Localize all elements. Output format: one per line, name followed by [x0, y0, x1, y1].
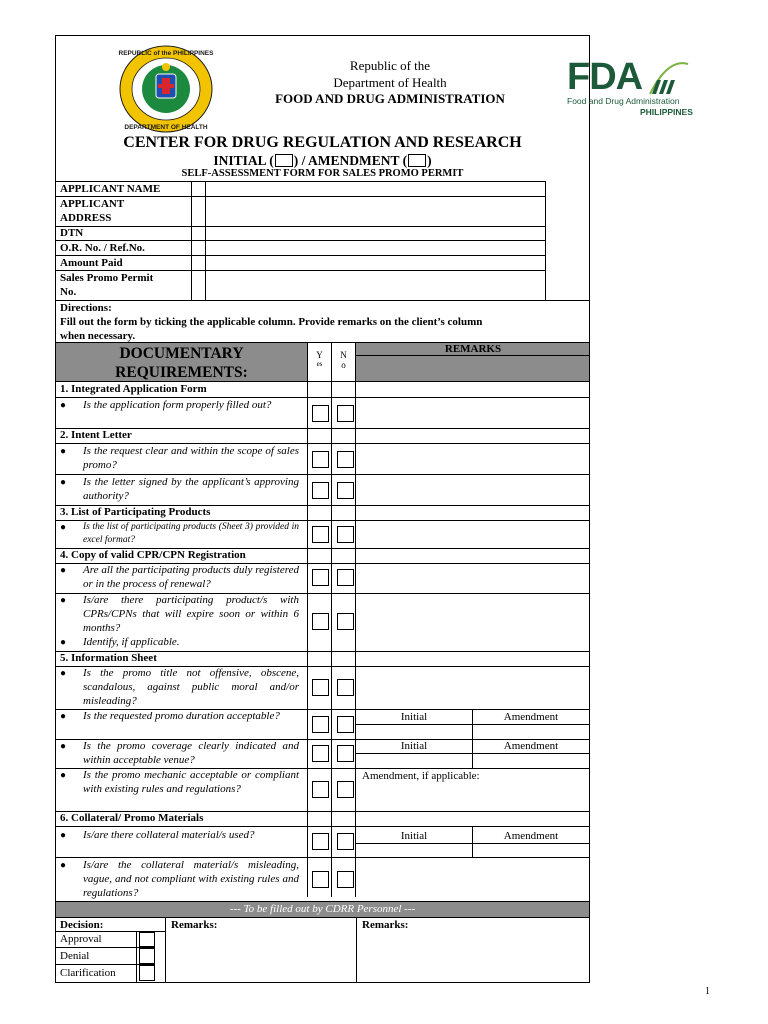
q11-no-checkbox[interactable] — [337, 833, 354, 850]
bullet-icon: ● — [60, 830, 67, 841]
approval-label: Approval — [60, 933, 102, 945]
question-3: Is the letter signed by the applicant’s approving authority? — [83, 476, 299, 502]
section-2-title: 2. Intent Letter — [60, 429, 132, 441]
bullet-icon: ● — [60, 770, 67, 781]
no-header-2: o — [341, 360, 346, 370]
q8-initial-label: Initial — [400, 711, 428, 723]
amendment-label: ) / AMENDMENT ( — [293, 153, 408, 168]
permit-no-label-1: Sales Promo Permit — [60, 272, 154, 284]
cdrr-bar-text: --- To be filled out by CDRR Personnel --- — [229, 903, 416, 915]
question-1: Is the application form properly filled out? — [83, 399, 272, 411]
applicant-name-input[interactable] — [206, 182, 545, 195]
initial-checkbox[interactable] — [275, 154, 293, 167]
q9-no-checkbox[interactable] — [337, 745, 354, 762]
amendment-close: ) — [427, 153, 432, 168]
approval-checkbox[interactable] — [139, 932, 155, 947]
bullet-icon: ● — [60, 637, 67, 648]
section-4-title: 4. Copy of valid CPR/CPN Registration — [60, 549, 246, 561]
denial-checkbox[interactable] — [139, 948, 155, 964]
bullet-icon: ● — [60, 711, 67, 722]
q11-initial-label: Initial — [400, 830, 428, 842]
remarks-left-label: Remarks: — [171, 919, 218, 931]
svg-text:REPUBLIC of the PHILIPPINES: REPUBLIC of the PHILIPPINES — [118, 50, 214, 57]
header-line3: FOOD AND DRUG ADMINISTRATION — [275, 91, 505, 106]
q7-no-checkbox[interactable] — [337, 679, 354, 696]
q10-yes-checkbox[interactable] — [312, 781, 329, 798]
bullet-icon: ● — [60, 668, 67, 679]
q8-amendment-label: Amendment — [503, 711, 559, 723]
q3-yes-checkbox[interactable] — [312, 482, 329, 499]
q6-no-checkbox[interactable] — [337, 613, 354, 630]
question-11: Is/are there collateral material/s used? — [83, 829, 255, 841]
q5-yes-checkbox[interactable] — [312, 569, 329, 586]
applicant-address-label-2: ADDRESS — [60, 212, 112, 224]
bullet-icon: ● — [60, 477, 67, 488]
remarks-left-input[interactable] — [170, 932, 352, 980]
question-4: Is the list of participating products (Sheet 3) provided in excel format? — [83, 522, 299, 545]
dtn-label: DTN — [60, 227, 84, 239]
applicant-address-input[interactable] — [206, 197, 545, 225]
q4-no-checkbox[interactable] — [337, 526, 354, 543]
q11-yes-checkbox[interactable] — [312, 833, 329, 850]
fda-logo-swoosh-icon — [648, 56, 690, 96]
question-2: Is the request clear and within the scope of sales promo? — [83, 445, 299, 471]
q6-yes-checkbox[interactable] — [312, 613, 329, 630]
q9-initial-label: Initial — [400, 740, 428, 752]
question-6b: Identify, if applicable. — [83, 636, 180, 648]
q4-yes-checkbox[interactable] — [312, 526, 329, 543]
clarification-label: Clarification — [60, 967, 116, 979]
permit-no-input[interactable] — [206, 271, 545, 299]
no-header-1: N — [340, 350, 347, 360]
q2-no-checkbox[interactable] — [337, 451, 354, 468]
center-title: CENTER FOR DRUG REGULATION AND RESEARCH — [123, 134, 522, 151]
remarks-right-label: Remarks: — [362, 919, 409, 931]
directions-title: Directions: — [60, 302, 112, 314]
header-line1: Republic of the — [349, 58, 431, 73]
bullet-icon: ● — [60, 741, 67, 752]
q10-amendment-if-label: Amendment, if applicable: — [362, 770, 480, 782]
denial-label: Denial — [60, 950, 90, 962]
q1-yes-checkbox[interactable] — [312, 405, 329, 422]
yes-header-2: es — [316, 360, 323, 368]
header-line2: Department of Health — [333, 75, 447, 90]
or-no-input[interactable] — [206, 241, 545, 254]
q9-yes-checkbox[interactable] — [312, 745, 329, 762]
q1-no-checkbox[interactable] — [337, 405, 354, 422]
question-10: Is the promo mechanic acceptable or compliant with existing rules and regulations? — [83, 769, 299, 795]
remarks-header: REMARKS — [444, 343, 502, 355]
q2-yes-checkbox[interactable] — [312, 451, 329, 468]
fda-logo-sub2: PHILIPPINES — [640, 107, 693, 117]
section-1-title: 1. Integrated Application Form — [60, 383, 207, 395]
doc-req-title-1: DOCUMENTARY — [119, 345, 244, 362]
permit-no-label-2: No. — [60, 286, 77, 298]
yes-header-1: Y — [316, 350, 323, 360]
q8-yes-checkbox[interactable] — [312, 716, 329, 733]
q3-no-checkbox[interactable] — [337, 482, 354, 499]
applicant-name-label: APPLICANT NAME — [60, 183, 161, 195]
fda-logo-letters: FDA — [567, 56, 643, 98]
q9-amendment-label: Amendment — [503, 740, 559, 752]
page-number: 1 — [705, 986, 710, 997]
dtn-input[interactable] — [206, 227, 545, 239]
question-5: Are all the participating products duly registered or in the process of renewal? — [83, 564, 299, 590]
svg-text:DEPARTMENT OF HEALTH: DEPARTMENT OF HEALTH — [124, 124, 208, 131]
question-7: Is the promo title not offensive, obscene, scandalous, against public moral and/or misleading? — [83, 667, 299, 707]
question-12: Is/are the collateral material/s misleading, vague, and not compliant with existing rules and regulations? — [83, 859, 299, 899]
fda-logo-sub1: Food and Drug Administration — [567, 96, 680, 106]
initial-label: INITIAL ( — [213, 153, 274, 168]
q5-no-checkbox[interactable] — [337, 569, 354, 586]
section-5-title: 5. Information Sheet — [60, 652, 157, 664]
or-no-label: O.R. No. / Ref.No. — [60, 242, 145, 254]
doh-seal-logo — [118, 44, 214, 134]
question-6: Is/are there participating product/s with CPRs/CPNs that will expire soon or within 6 months? — [83, 594, 299, 634]
bullet-icon: ● — [60, 446, 67, 457]
doc-req-title-2: REQUIREMENTS: — [115, 364, 248, 381]
q12-yes-checkbox[interactable] — [312, 871, 329, 888]
q10-no-checkbox[interactable] — [337, 781, 354, 798]
bullet-icon: ● — [60, 400, 67, 411]
q7-yes-checkbox[interactable] — [312, 679, 329, 696]
decision-label: Decision: — [60, 919, 104, 931]
amount-paid-input[interactable] — [206, 256, 545, 269]
question-9: Is the promo coverage clearly indicated and within acceptable venue? — [83, 740, 299, 766]
q8-no-checkbox[interactable] — [337, 716, 354, 733]
directions-line1: Fill out the form by ticking the applicable column. Provide remarks on the client’s column — [60, 316, 483, 328]
directions-line2: when necessary. — [60, 330, 136, 342]
q11-amendment-label: Amendment — [503, 830, 559, 842]
section-6-title: 6. Collateral/ Promo Materials — [60, 812, 204, 824]
section-3-title: 3. List of Participating Products — [60, 506, 211, 518]
amendment-checkbox[interactable] — [408, 154, 426, 167]
form-title: SELF-ASSESSMENT FORM FOR SALES PROMO PERMIT — [181, 168, 464, 179]
bullet-icon: ● — [60, 522, 67, 533]
amount-paid-label: Amount Paid — [60, 257, 123, 269]
remarks-right-input[interactable] — [361, 932, 586, 980]
applicant-address-label-1: APPLICANT — [60, 198, 125, 210]
q12-no-checkbox[interactable] — [337, 871, 354, 888]
clarification-checkbox[interactable] — [139, 965, 155, 981]
bullet-icon: ● — [60, 595, 67, 606]
question-8: Is the requested promo duration acceptable? — [83, 710, 280, 722]
bullet-icon: ● — [60, 860, 67, 871]
bullet-icon: ● — [60, 565, 67, 576]
